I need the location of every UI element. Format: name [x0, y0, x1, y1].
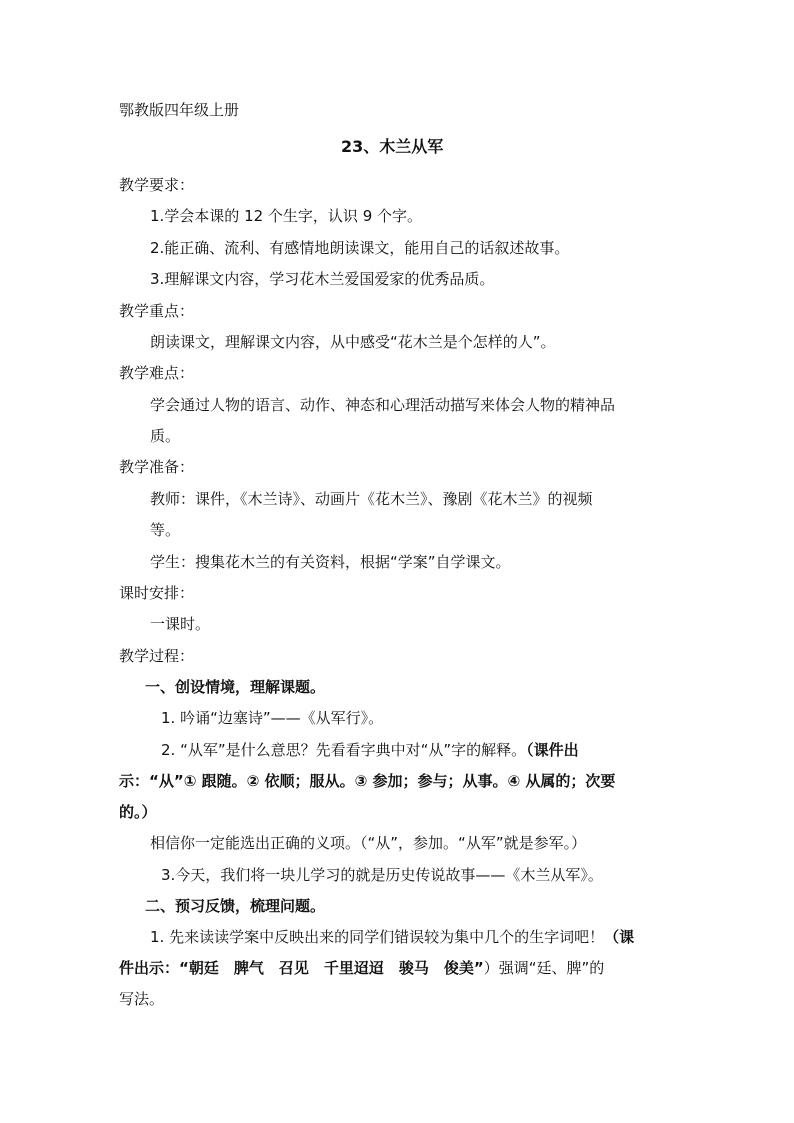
schedule-value: 一课时。 — [150, 615, 211, 633]
step-1-item-2-line-3: 的。） — [119, 803, 157, 821]
difficulty-line-1: 学会通过人物的语言、动作、神态和心理活动描写来体会人物的精神品 — [150, 396, 616, 414]
step-1-answer: 相信你一定能选出正确的义项。（“从”，参加。“从军”就是参军。） — [150, 834, 587, 852]
step-1-item-2-line-1 — [161, 739, 579, 761]
item-2-courseware-label: （课件出 — [526, 741, 579, 759]
item-1-courseware-label: （课 — [604, 928, 635, 946]
item-1-text: 1. 先来读读学案中反映出来的同学们错误较为集中几个的生字词吧！ — [150, 928, 605, 946]
preparation-teacher-line-1: 教师：课件，《木兰诗》、动画片《花木兰》、豫剧《花木兰》的视频 — [150, 490, 593, 508]
doc-header: 鄂教版四年级上册 — [119, 101, 240, 119]
step-2-item-1-line-2 — [119, 957, 604, 979]
step-2-item-1-line-3: 写法。 — [119, 990, 165, 1008]
key-point-1: 朗读课文，理解课文内容，从中感受“花木兰是个怎样的人”。 — [150, 333, 556, 351]
preparation-student: 学生：搜集花木兰的有关资料，根据“学案”自学课文。 — [150, 553, 511, 571]
section-teaching-requirements: 教学要求： — [119, 176, 195, 194]
step-2-item-1-line-1 — [150, 926, 634, 948]
step-1-item-2-line-2: 示：“从”① 跟随。② 依顺；服从。③ 参加；参与；从事。④ 从属的；次要 — [119, 772, 616, 790]
section-difficulties: 教学难点： — [119, 364, 195, 382]
emphasis-note: ）强调“廷、脾”的 — [483, 959, 605, 977]
item-2-question: 2. “从军”是什么意思？先看看字典中对“从”字的解释。 — [161, 741, 527, 759]
preparation-teacher-line-2: 等。 — [150, 521, 181, 539]
requirement-3: 3.理解课文内容，学习花木兰爱国爱家的优秀品质。 — [150, 270, 495, 288]
step-1-item-1: 1. 吟诵“边塞诗”——《从军行》。 — [161, 709, 384, 727]
section-schedule: 课时安排： — [119, 584, 195, 602]
step-1-heading: 一、创设情境，理解课题。 — [145, 678, 326, 696]
section-process: 教学过程： — [119, 647, 195, 665]
difficulty-line-2: 质。 — [150, 427, 181, 445]
page-title: 23、木兰从军 — [341, 137, 444, 156]
requirement-2: 2.能正确、流利、有感情地朗读课文，能用自己的话叙述故事。 — [150, 239, 570, 257]
section-preparation: 教学准备： — [119, 458, 195, 476]
step-2-heading: 二、预习反馈，梳理问题。 — [145, 897, 326, 915]
requirement-1: 1.学会本课的 12 个生字，认识 9 个字。 — [150, 207, 423, 225]
courseware-vocabulary: 件出示：“朝廷 脾气 召见 千里迢迢 骏马 俊美” — [119, 959, 484, 977]
step-1-item-3: 3.今天，我们将一块儿学习的就是历史传说故事——《木兰从军》。 — [161, 866, 603, 884]
section-key-points: 教学重点： — [119, 302, 195, 320]
